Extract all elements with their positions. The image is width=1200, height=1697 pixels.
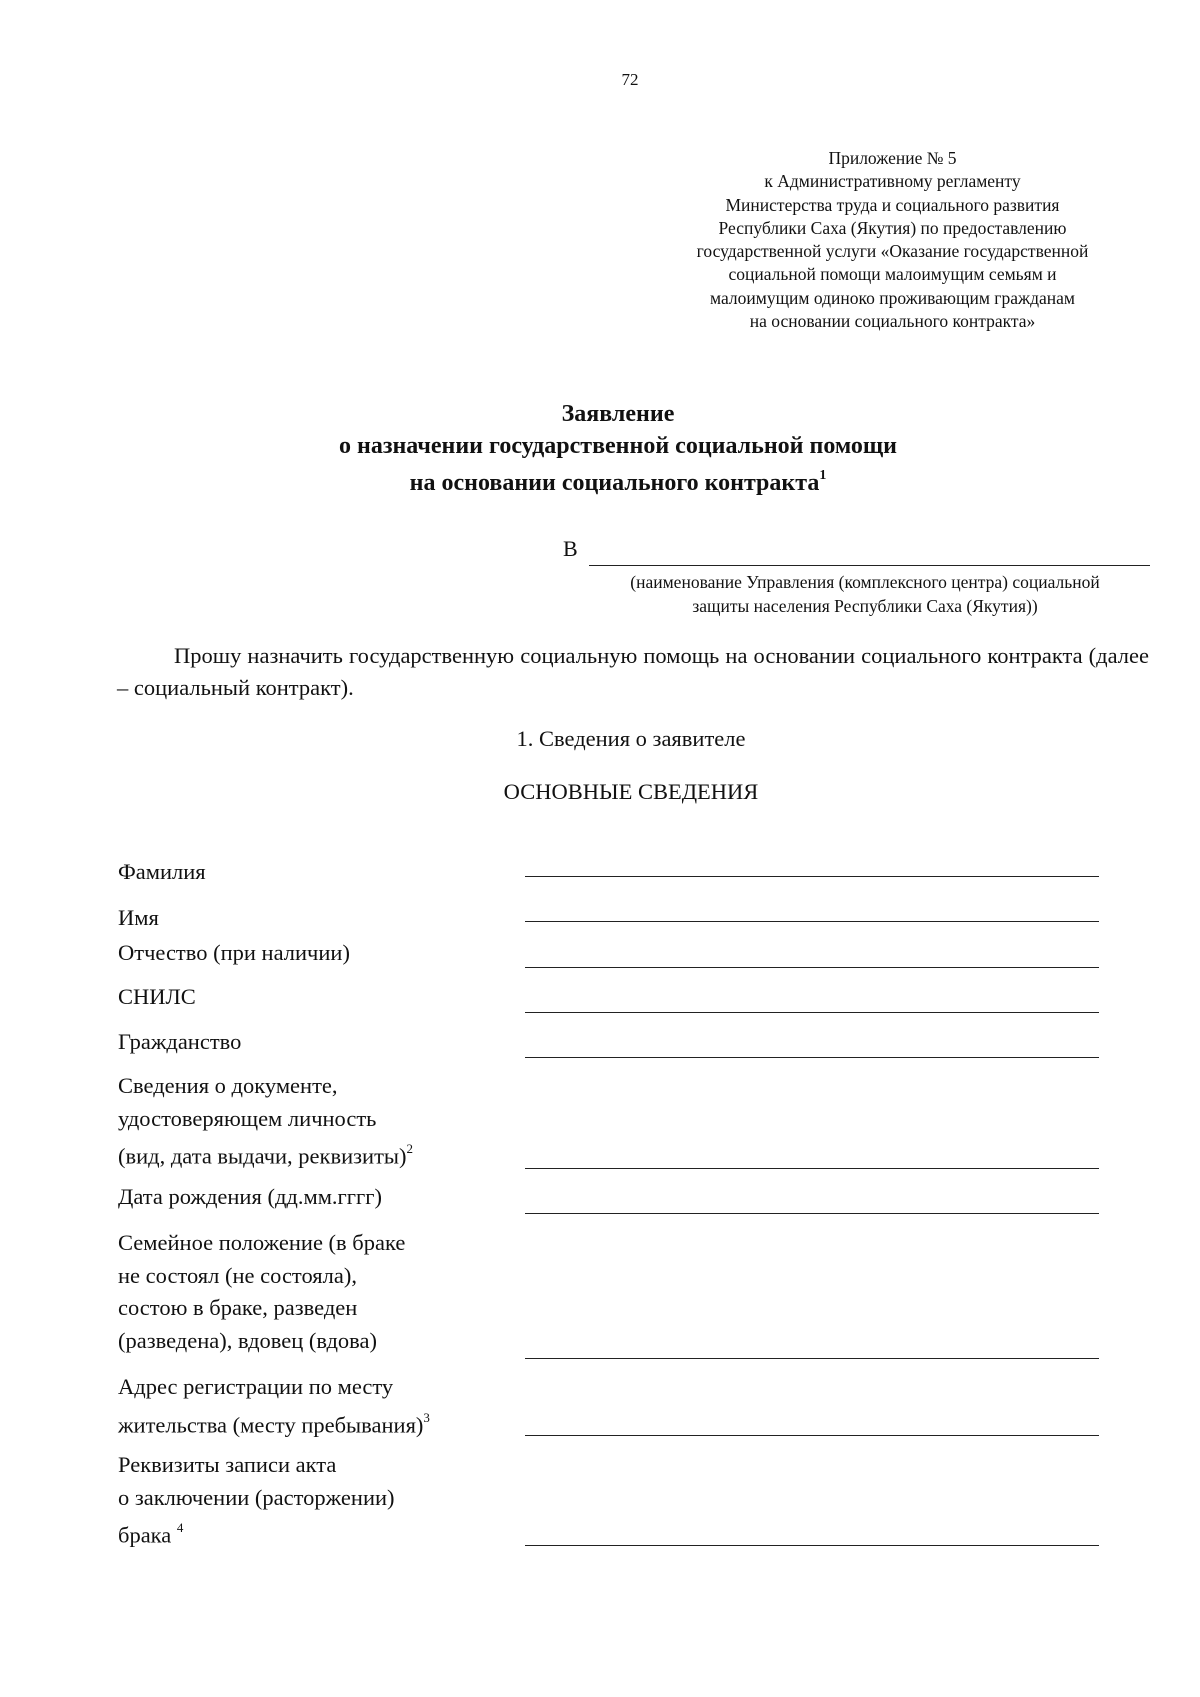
surname-field[interactable] — [525, 876, 1099, 877]
marriage-record-field[interactable] — [525, 1545, 1099, 1546]
patronymic-label: Отчество (при наличии) — [118, 940, 350, 965]
surname-label: Фамилия — [118, 859, 206, 884]
footnote-ref: 2 — [406, 1141, 414, 1156]
marriage-record-label — [118, 1449, 395, 1552]
label-line: не состоял (не состояла), — [118, 1262, 357, 1288]
subsection-title: ОСНОВНЫЕ СВЕДЕНИЯ — [503, 779, 759, 804]
intro-paragraph: Прошу назначить государственную социальную помощь на основании социального контракта (далее – социальный контракт). — [117, 643, 1149, 700]
label-line: Семейное положение (в браке — [118, 1230, 406, 1255]
registration-address-label — [118, 1371, 430, 1442]
birth-date-label: Дата рождения (дд.мм.гггг) — [118, 1184, 382, 1209]
appendix-line: государственной услуги «Оказание государственной — [696, 241, 1089, 262]
title-line: Заявление — [561, 401, 675, 427]
marital-status-field[interactable] — [525, 1358, 1099, 1359]
label-text: брака — [118, 1522, 177, 1548]
appendix-line: малоимущим одиноко проживающим гражданам — [710, 287, 1075, 308]
label-line: Адрес регистрации по месту — [118, 1374, 394, 1399]
title-line: о назначении государственной социальной помощи — [339, 433, 897, 459]
label-line — [118, 1514, 395, 1552]
snils-field[interactable] — [525, 1012, 1099, 1013]
label-line — [118, 1404, 430, 1442]
appendix-line: Министерства труда и социального развития — [725, 194, 1060, 215]
document-title — [0, 398, 1200, 499]
appendix-line: социальной помощи малоимущим семьям и — [728, 264, 1057, 285]
recipient-hint-line: защиты населения Республики Саха (Якутия)) — [692, 595, 1038, 616]
title-line — [0, 462, 1200, 499]
snils-label: СНИЛС — [118, 984, 196, 1009]
footnote-ref: 3 — [423, 1409, 430, 1425]
recipient-input-line[interactable] — [589, 565, 1150, 566]
title-text: на основании социального контракта — [409, 470, 820, 496]
page-number: 72 — [621, 70, 639, 89]
label-line: о заключении (расторжении) — [118, 1484, 395, 1510]
name-label: Имя — [118, 905, 159, 930]
birth-date-field[interactable] — [525, 1213, 1099, 1214]
name-field[interactable] — [525, 921, 1099, 922]
footnote-ref: 1 — [819, 468, 827, 483]
label-text: жительства (месту пребывания) — [118, 1412, 424, 1437]
appendix-line: Республики Саха (Якутия) по предоставлению — [718, 217, 1067, 238]
label-line: удостоверяющем личность — [118, 1105, 377, 1131]
identity-doc-label — [118, 1070, 413, 1173]
appendix-line: Приложение № 5 — [828, 148, 957, 168]
citizenship-field[interactable] — [525, 1057, 1099, 1058]
label-line: Сведения о документе, — [118, 1073, 338, 1098]
appendix-line: на основании социального контракта» — [749, 311, 1036, 332]
marital-status-label — [118, 1227, 405, 1357]
label-text: (вид, дата выдачи, реквизиты) — [118, 1143, 407, 1169]
citizenship-label: Гражданство — [118, 1029, 242, 1054]
appendix-header — [655, 147, 1130, 333]
appendix-line: к Административному регламенту — [764, 171, 1021, 192]
footnote-ref: 4 — [176, 1520, 184, 1535]
recipient-hint-line: (наименование Управления (комплексного центра) социальной — [630, 572, 1100, 592]
label-line: состою в браке, разведен — [118, 1295, 358, 1320]
recipient-hint — [578, 571, 1152, 618]
patronymic-field[interactable] — [525, 967, 1099, 968]
label-line: Реквизиты записи акта — [118, 1452, 337, 1477]
registration-address-field[interactable] — [525, 1435, 1099, 1436]
section-title: 1. Сведения о заявителе — [516, 726, 746, 751]
label-line: (разведена), вдовец (вдова) — [118, 1327, 377, 1353]
identity-doc-field[interactable] — [525, 1168, 1099, 1169]
recipient-prefix: В — [563, 536, 578, 561]
label-line — [118, 1135, 413, 1173]
